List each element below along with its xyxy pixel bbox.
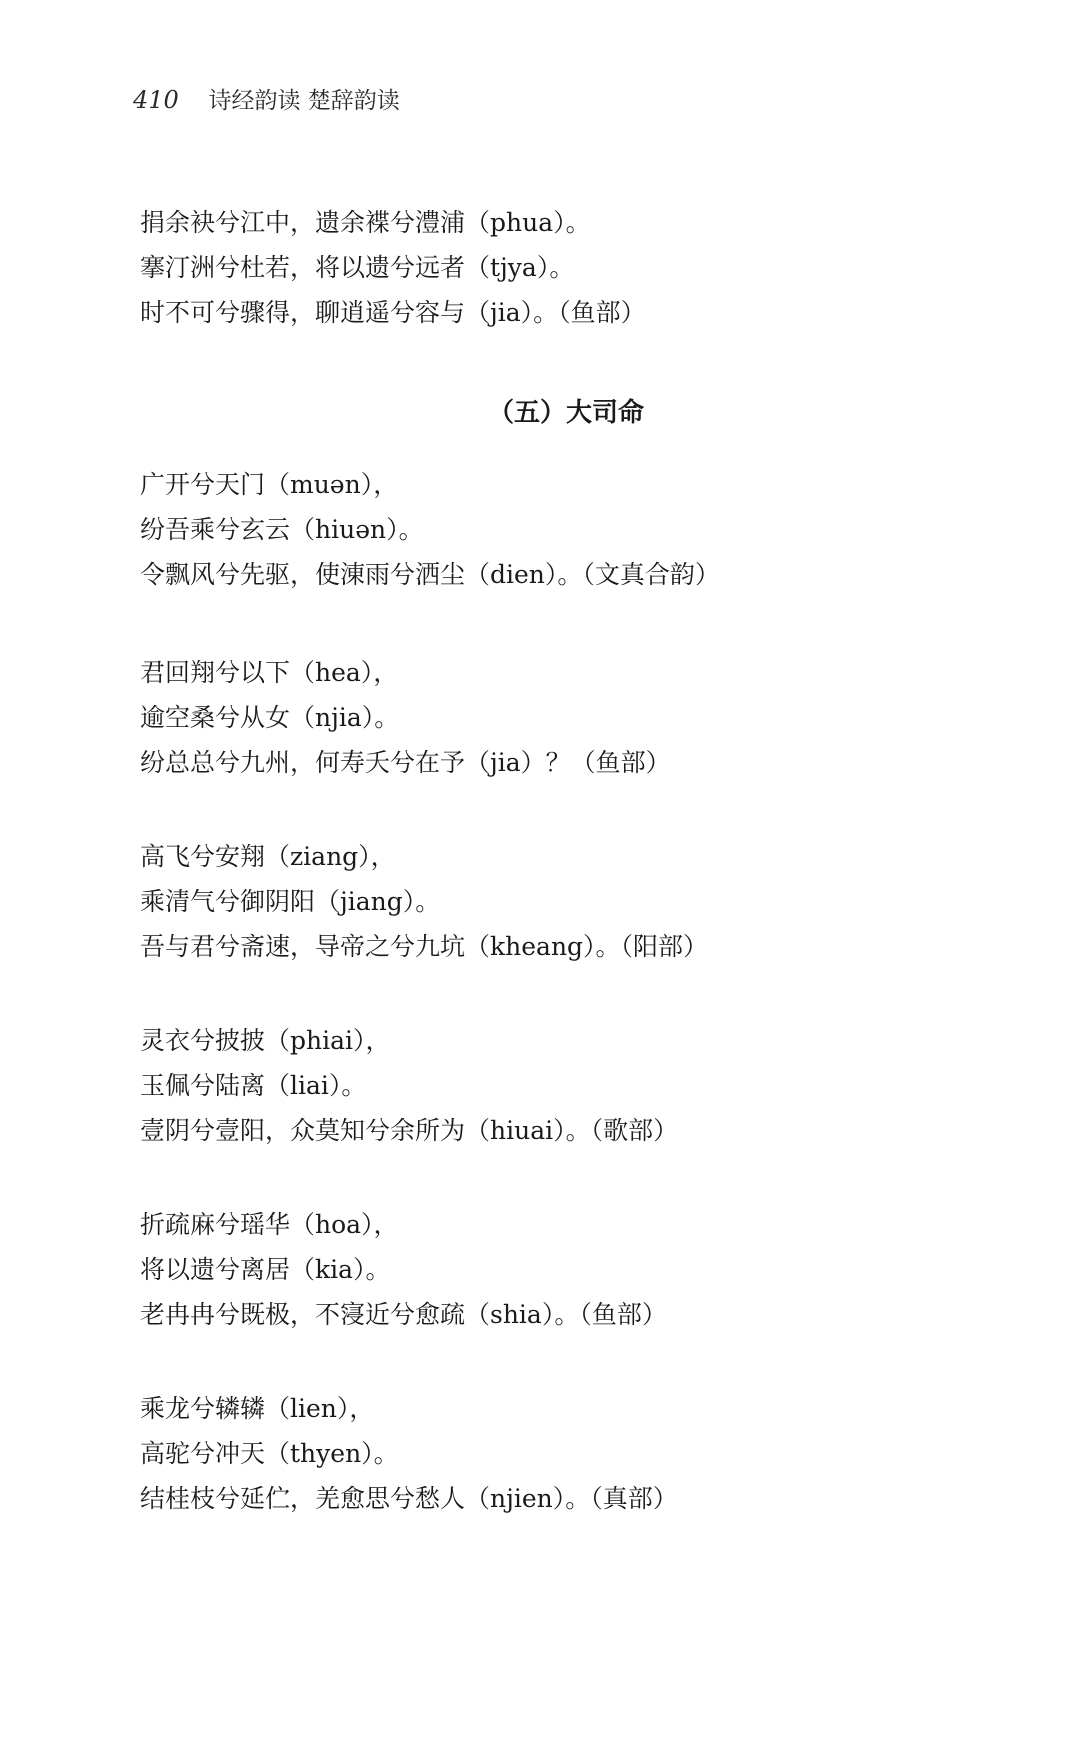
stanza	[140, 462, 720, 597]
intro-stanza	[140, 200, 646, 335]
verse-line: 折疏麻兮瑶华（hoa），	[140, 1210, 399, 1239]
verse-line: 将以遗兮离居（kia）。	[140, 1255, 391, 1284]
verse-line: 灵衣兮披披（phiai），	[140, 1026, 391, 1055]
verse-line: 逾空桑兮从女（njia）。	[140, 703, 400, 732]
verse-line: 搴汀洲兮杜若，将以遗兮远者（tjya）。	[140, 253, 575, 282]
verse-line: 老冉冉兮既极，不寖近兮愈疏（shia）。（鱼部）	[140, 1300, 667, 1329]
verse-line: 高驼兮冲天（thyen）。	[140, 1439, 399, 1468]
verse-line: 纷总总兮九州，何寿夭兮在予（jia）？（鱼部）	[140, 748, 671, 777]
verse-line: 时不可兮骤得，聊逍遥兮容与（jia）。（鱼部）	[140, 298, 646, 327]
page-number: 410	[133, 86, 179, 114]
book-title: 诗经韵读 楚辞韵读	[208, 88, 400, 114]
stanza	[140, 1018, 678, 1153]
running-head	[133, 82, 400, 115]
verse-line: 广开兮天门（muən），	[140, 470, 399, 499]
verse-line: 乘龙兮辚辚（lien），	[140, 1394, 375, 1423]
verse-line: 乘清气兮御阴阳（jiang）。	[140, 887, 441, 916]
verse-line: 君回翔兮以下（hea），	[140, 658, 399, 687]
verse-line: 玉佩兮陆离（liai）。	[140, 1071, 367, 1100]
stanza	[140, 1202, 667, 1337]
verse-line: 纷吾乘兮玄云（hiuən）。	[140, 515, 424, 544]
verse-line: 令飘风兮先驱，使涷雨兮洒尘（dien）。（文真合韵）	[140, 560, 720, 589]
verse-line: 结桂枝兮延伫，羌愈思兮愁人（njien）。（真部）	[140, 1484, 678, 1513]
stanza	[140, 650, 671, 785]
verse-line: 高飞兮安翔（ziang），	[140, 842, 396, 871]
stanza	[140, 1386, 678, 1521]
section-heading: （五）大司命	[488, 398, 645, 428]
verse-line: 吾与君兮斋速，导帝之兮九坑（kheang）。（阳部）	[140, 932, 709, 961]
verse-line: 壹阴兮壹阳，众莫知兮余所为（hiuai）。（歌部）	[140, 1116, 679, 1145]
verse-line: 捐余袂兮江中，遗余褋兮澧浦（phua）。	[140, 208, 591, 237]
stanza	[140, 834, 708, 969]
